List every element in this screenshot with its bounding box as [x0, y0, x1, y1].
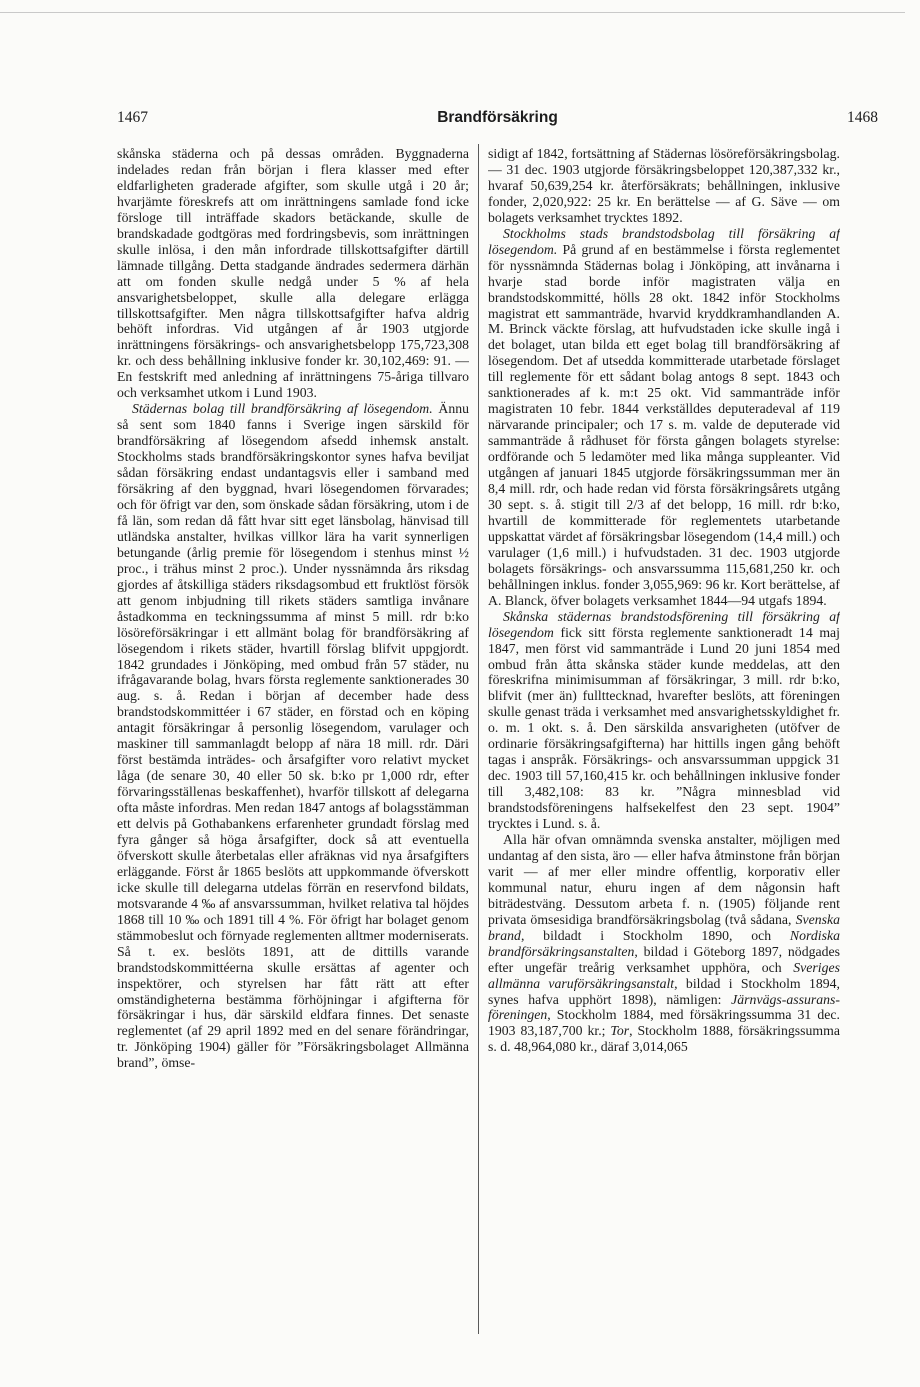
- running-title: Brandförsäkring: [437, 109, 558, 126]
- paragraph-text: Alla här ofvan omnämnda svenska anstalter, möjligen med undantag af den sista, äro — eller hafva åtminstone från början varit — af mer eller mindre offentlig, korporativ eller kommunal natur, ehuru ingen af dem någonsin haft biträdestväng. Dessutom arbeta f. n. (1905) följande rent privata ömsesidiga brandförsäkringsbolag (två sådana,: [488, 831, 840, 927]
- paragraph-text: , bildad i Göteborg 1897, nödgades efter ungefär treårig verksamhet upphöra, och: [488, 943, 840, 975]
- paragraph-text: , Stockholm 1884, med försäkringssumma 31 dec. 1903 83,187,700 kr.;: [488, 1007, 840, 1039]
- paragraph: [488, 832, 840, 1055]
- page-header: [117, 108, 878, 132]
- left-column: [117, 146, 469, 1351]
- paragraph-text: , bildad i Stockholm 1894, synes hafva upphört 1898), nämligen:: [488, 975, 840, 1007]
- paragraph-text: , Stockholm 1888, försäkringssumma s. d. 48,964,080 kr., däraf 3,014,065: [488, 1023, 840, 1055]
- paragraph-text: sidigt af 1842, fortsättning af Städernas lösöreförsäkringsbolag. — 31 dec. 1903 utgjorde försäkringsbeloppet 120,387,332 kr., hvaraf 50,639,254 kr. återförsäkrats; behållningen, inklusive fonder, 2,020,922: 25 kr. En berättelse — af G. Säve — om bolagets verksamhet trycktes 1892.: [488, 146, 840, 225]
- company-name: Nordiska brandförsäkringsanstalten: [488, 927, 840, 959]
- company-name: Sveriges allmänna varuförsäkringsanstalt: [488, 959, 840, 991]
- paragraph: [488, 609, 840, 832]
- page-number-left: 1467: [117, 109, 148, 126]
- paragraph: [117, 146, 469, 401]
- company-name: Järnvägs-assurans-föreningen: [488, 991, 840, 1023]
- company-name: Svenska brand: [488, 911, 840, 943]
- paragraph-text: Ännu så sent som 1840 fanns i Sverige ingen särskild för brandförsäkring af lösegendom afsedd inhemsk anstalt. Stockholms stads brandförsäkringskontor synes hafva beviljat sådan försäkring endast undantagsvis eller i samband med försäkring af den byggnad, hvari lösegendomen förvarades; och för öfrigt var den, som önskade sådan försäkring, utom i de få län, som redan då fått hvar sitt eget länsbolag, hänvisad till utländska anstalter, hvilkas villkor lära ha varit synnerligen betungande (årlig premie för lösegendom i stenhus minst ½ proc., i trähus minst 2 proc.). Under nyssnämnda års riksdag gjordes af åtskilliga städers riksdagsombud ett fruktlöst försök att genom inbjudning till rikets städers samtliga invånare åstadkomma en teckningssumma af minst 5 mill. rdr b:ko lösöreförsäkringar i ett allmänt bolag för brandförsäkring af lösegendom i rikets städer, hvartill förslag blifvit uppgjordt. 1842 grundades i Jönköping, med ombud från 57 städer, nu ifrågavarande bolag, hvars första reglemente sanktionerades 30 aug. s. å. Redan i början af december hade dess brandstodskommittéer i 67 städer, en förstad och en köping antagit försäkringar å personlig lösegendom, varulager och maskiner till sammanlagdt belopp af nära 18 mill. rdr. Däri först bestämda inträdes- och årsafgifter voro relativt mycket låga (de senare 30, 40 eller 50 sk. b:ko pr 1,000 rdr, efter förvaringsställenas beskaffenhet), hvarför tillskott af delegarna ofta måste infordras. Men redan 1847 antogs af bolagsstämman ett delvis på Gothabankens erfarenheter grundadt förslag med fyra gånger så höga årsafgifter, dock så att eventuella öfverskott skulle återbetalas eller afräknas vid nya årsafgifters erläggande. Först år 1865 beslöts att uppkommande öfverskott icke skulle till delegarna utdelas förrän en reservfond bildats, motsvarande 4 ‰ af ansvarssumman, hvilket relativa tal höjdes 1868 till 10 ‰ och 1891 till 4 %. För öfrigt har bolaget genom stämmobeslut och förnyade reglementen alltmer moderniserats. Så t. ex. beslöts 1891, att de dittills varande brandstodskommittéerna skulle ersättas af agenter och inspektörer, och styrelsen har fått rätt att efter omständigheterna bestämma förhöjningar i afgifterna för försäkringar i hus, där särskild eldfara finnes. Det senaste reglementet (af 29 april 1892 med en del senare förändringar, tr. Jönköping 1904) gäller för ”Försäkringsbolaget Allmänna brand”, ömse-: [117, 401, 469, 1071]
- section-heading: Skånska städernas brandstodsförening till försäkring af lösegendom: [488, 608, 840, 640]
- column-divider: [478, 144, 479, 1334]
- section-heading: Stockholms stads brandstodsbolag till försäkring af lösegendom.: [488, 225, 840, 257]
- paragraph-text: På grund af en bestämmelse i första reglementet för nyssnämnda Städernas bolag i Jönköping, att invånarna i hvarje stad borde inför magistraten välja en brandstodskommitté, hölls 28 okt. 1842 inför Stockholms magistrat ett sammanträde, hvarvid kryddkramhandlanden A. M. Brinck väckte förslag, att hufvudstaden icke skulle ingå i det bolaget, utan bilda ett eget bolag till brandförsäkring af lösegendom. Det af utsedda kommitterade utarbetade förslaget till reglemente för ett sådant bolag antogs 8 sept. 1843 och sanktionerades af k. m:t 25 okt. Vid sammanträde inför magistraten 10 febr. 1844 verkställdes deputeradeval af 119 närvarande principaler; och 17 s. m. valde de deputerade vid sammanträde å rådhuset för första gången bolagets styrelse: ordförande och 5 ledamöter med lika många suppleanter. Vid utgången af januari 1845 utgjorde försäkringssumman mer än 8,4 mill. rdr, och hade redan vid första försäkringsårets utgång 30 sept. s. å. stigit till 2/3 af det belopp, 16 mill. rdr b:ko, hvartill de kommitterade för reglementets utarbetande uppskattat värdet af försäkringsbar lösegendom (14,4 mill.) och varulager (1,6 mill.) i hufvudstaden. 31 dec. 1903 utgjorde bolagets försäkrings- och ansvarssumma 115,681,250 kr. och behållningen inklus. fonder 3,055,969: 96 kr. Kort berättelse, af A. Blanck, öfver bolagets verksamhet 1844—94 utgafs 1894.: [488, 241, 840, 608]
- company-name: Tor: [610, 1023, 630, 1039]
- paragraph-text: , bildadt i Stockholm 1890, och: [520, 927, 790, 943]
- paragraph: [488, 146, 840, 226]
- paragraph-text: fick sitt första reglemente sanktioneradt 14 maj 1847, men först vid sammanträde i Lund 20 juni 1854 med ombud från åtta skånska städer kunde meddelas, att den föreskrifna minimisumman af försäkringar, 3 mill. rdr b:ko, blifvit (mer än) fullttecknad, hvarefter beslöts, att föreningen skulle genast träda i verksamhet med ansvarighetsskyldighet fr. o. m. 1 okt. s. å. Den särskilda ansvarigheten (utöfver de ordinarie försäkringsafgifterna) har hittills ingen gång behöft tagas i anspråk. Försäkrings- och ansvarssumman uppgick 31 dec. 1903 till 57,160,415 kr. och behållningen inklusive fonder till 3,482,108: 83 kr. ”Några minnesblad vid brandstodsföreningens halfsekelfest den 23 sept. 1904” trycktes i Lund. s. å.: [488, 624, 840, 832]
- top-edge-rule: [0, 12, 905, 13]
- paragraph-text: skånska städerna och på dessas områden. Byggnaderna indelades redan från början i flera klasser med efter eldfarligheten graderade afgifter, som skulle utgå i 20 år; hvarjämte föreskrefs att om inrättningens samlade fond icke försloge till inträffade skadors betäckande, skulle de brandskadade godtgöras med fordringsbevis, som inrättningen skulle inlösa, i den mån infordrade tillskottsafgifter därtill lämnade tillgång. Detta stadgande ändrades sedermera därhän att om fonden skulle nedgå under 5 % af hela ansvarighetsbeloppet, skulle alla delegare erlägga tillskottsafgifter. Men några tillskottsafgifter hafva aldrig behöft infordras. Vid utgången af år 1903 utgjorde inrättningens försäkrings- och ansvarighetsbelopp 175,723,308 kr. och dess behållning inklusive fonder kr. 30,102,469: 91. — En festskrift med anledning af inrättningens 75-åriga tillvaro och verksamhet utkom i Lund 1903.: [117, 146, 469, 401]
- section-heading: Städernas bolag till brandförsäkring af lösegendom.: [132, 401, 433, 417]
- paragraph: [488, 226, 840, 609]
- page-number-right: 1468: [847, 109, 878, 126]
- right-column: [488, 146, 840, 1351]
- paragraph: [117, 401, 469, 1071]
